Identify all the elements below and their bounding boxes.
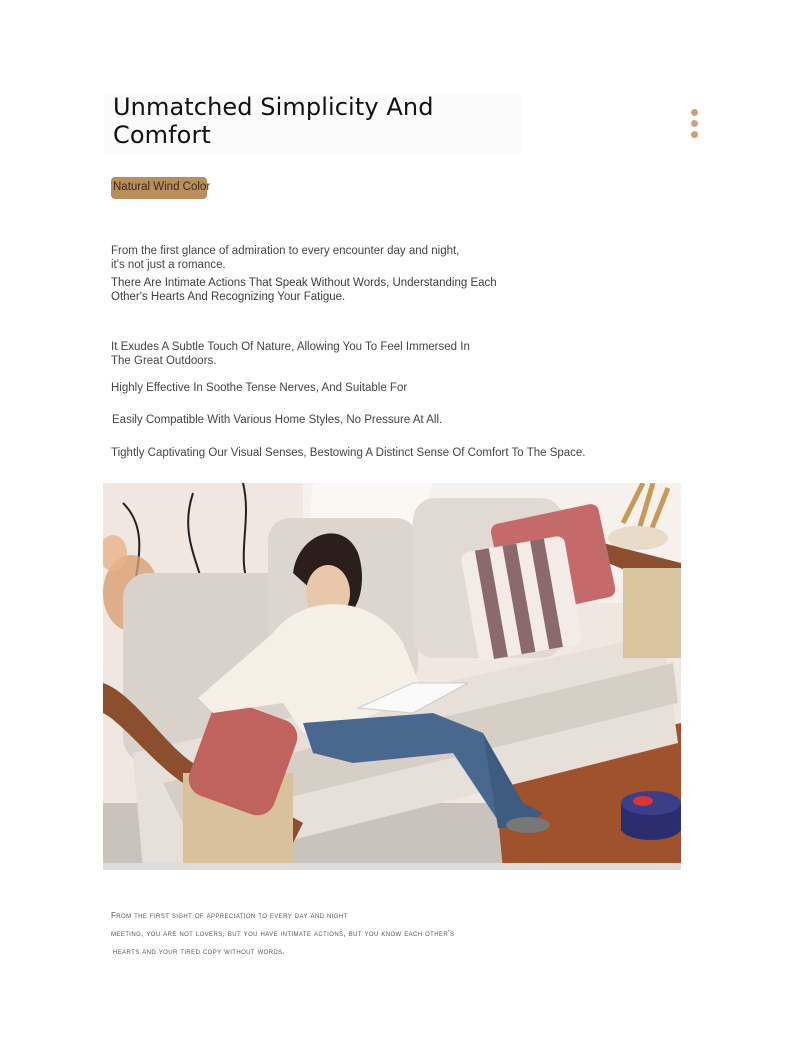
sofa-scene-illustration <box>103 483 681 870</box>
page-title: Unmatched Simplicity And Comfort <box>113 93 434 149</box>
soothe-paragraph: Highly Effective In Soothe Tense Nerves, And Suitable For <box>111 382 408 394</box>
nature-paragraph: It Exudes A Subtle Touch Of Nature, Allowing You To Feel Immersed In The Great Outdoors. <box>111 341 470 367</box>
vertical-dots-icon[interactable] <box>691 109 699 142</box>
dot <box>691 109 698 116</box>
captivating-paragraph: Tightly Captivating Our Visual Senses, Bestowing A Distinct Sense Of Comfort To The Space. <box>111 447 586 459</box>
intimate-actions-paragraph: There Are Intimate Actions That Speak Without Words, Understanding Each Other's Hearts And Recognizing Your Fatigue. <box>111 277 497 303</box>
color-tag-label: Natural Wind Color <box>113 181 211 193</box>
intro-paragraph: From the first glance of admiration to every encounter day and night, it's not just a romance. <box>111 245 460 271</box>
footer-line: From the first sight of appreciation to every day and night <box>111 911 348 920</box>
dot <box>691 120 698 127</box>
product-photo <box>103 483 681 870</box>
footer-line: hearts and your tired copy without words. <box>113 947 286 956</box>
compatible-paragraph: Easily Compatible With Various Home Styles, No Pressure At All. <box>112 414 443 426</box>
footer-line: meeting, you are not lovers, but you have intimate actions, but you know each other's <box>111 929 455 938</box>
dot <box>691 131 698 138</box>
